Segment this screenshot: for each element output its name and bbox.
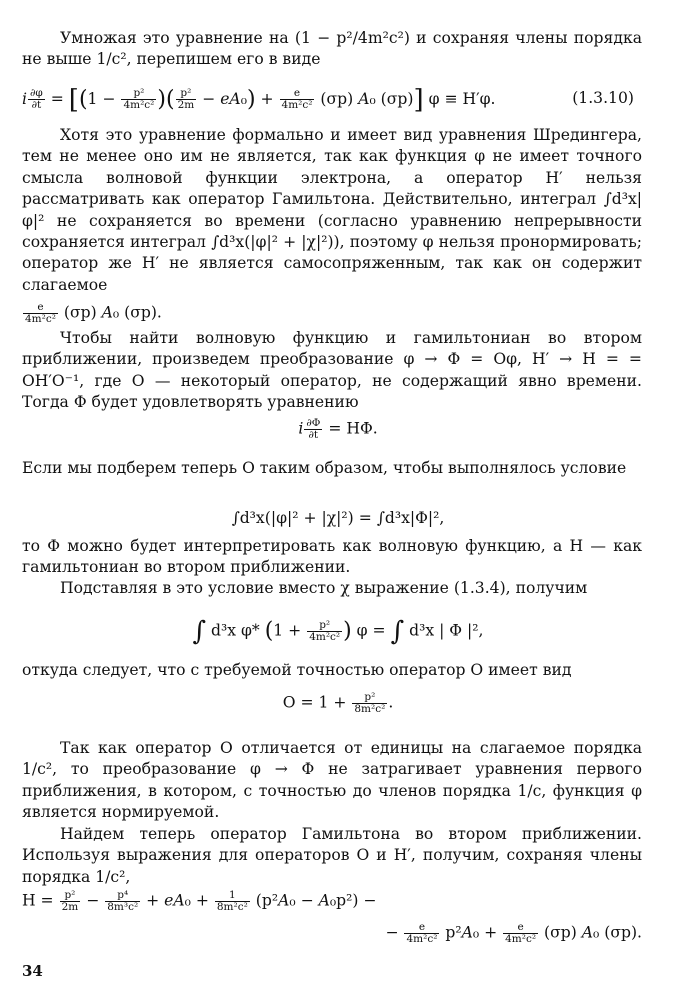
paragraph-9: Найдем теперь оператор Гамильтона во втором приближении. Используя выражения для операторов O и H′, получим, сохраняя члены порядка 1/c², (22, 825, 642, 886)
paragraph-4: Если мы подберем теперь O таким образом, чтобы выполнялось условие (22, 459, 627, 477)
page-number: 34 (22, 962, 43, 980)
paragraph-5: то Φ можно будет интерпретировать как волновую функцию, а H — как гамильтониан во втором приближении. (22, 537, 642, 577)
equation-1-3-10 (22, 84, 656, 115)
equation-norm-substituted: ∫ d³x φ* (1 + $\frac{\text{p²}}{\text{4m²c²}}$ ) φ = ∫ d³x | Φ |², (192, 616, 484, 647)
paragraph-7: откуда следует, что с требуемой точностью оператор O имеет вид (22, 661, 572, 679)
equation-norm-condition: ∫d³x(|φ|² + |χ|²) = ∫d³x|Φ|², (231, 509, 445, 527)
equation-hamiltonian-line-1: H = $\frac{\text{p²}}{2m}$ − $\frac{\text{p⁴}}{\text{8m³c²}}$ + eA₀ + $\frac{1}{\text{8m²c²}}$ (p²A₀ − A₀p²) − (22, 889, 377, 913)
equation-number: (1.3.10) (572, 89, 634, 107)
paragraph-2: Хотя это уравнение формально и имеет вид уравнения Шредингера, тем не менее оно им не является, так как функция φ не имеет точного смысла волновой функции электрона, а оператор H′ нельзя рассматривать как оператор Гамильтона. Действительно, интеграл ∫d³x|φ|² не сохраняется во времени (согласно уравнению непрерывности сохраняется интеграл ∫d³x(|φ|² + |χ|²)), поэтому φ нельзя пронормировать; оператор же H′ не является самосопряженным, так как он содержит слагаемое (22, 126, 642, 294)
equation-operator-o: O = 1 + $\frac{\text{p²}}{\text{8m²c²}}$ . (282, 691, 394, 715)
paragraph-3: Чтобы найти волновую функцию и гамильтониан во втором приближении, произведем преобразование φ → Φ = Oφ, H′ → H = = OH′O⁻¹, где O — некоторый оператор, не содержащий явно времени. Тогда Φ будет удовлетворять уравнению (22, 329, 642, 412)
paragraph-8: Так как оператор O отличается от единицы на слагаемое порядка 1/c², то преобразование φ → Φ не затрагивает уравнения первого приближения, в котором, с точностью до членов порядка 1/c, функция φ является нормируемой. (22, 739, 642, 822)
equation-schrodinger: i $\frac{\partial\Phi}{\partial t}$ = HΦ. (298, 417, 378, 441)
equation-term-inline: $\frac{e}{\text{4m²c²}}$ (σp) A₀ (σp). (25, 301, 162, 325)
equation-1-3-10-render: i $\frac{\partial\varphi}{\partial t}$ = [(1 − $\frac{\text{p²}}{\text{4m²c²}}$ )( $\frac{\text{p²}}{2m}$ − eA₀) + $\frac{e}{\text{4m²c²}}$ (σp) A₀ (σp)] φ ≡ H′φ. (22, 84, 496, 115)
paragraph-1: Умножая это уравнение на (1 − p²/4m²c²) и сохраняя члены порядка не выше 1/c², перепишем его в виде (22, 29, 642, 69)
paragraph-6: Подставляя в это условие вместо χ выражение (1.3.4), получим (60, 579, 588, 597)
equation-hamiltonian-line-2: − $\frac{e}{\text{4m²c²}}$ p²A₀ + $\frac{e}{\text{4m²c²}}$ (σp) A₀ (σp). (385, 921, 642, 945)
